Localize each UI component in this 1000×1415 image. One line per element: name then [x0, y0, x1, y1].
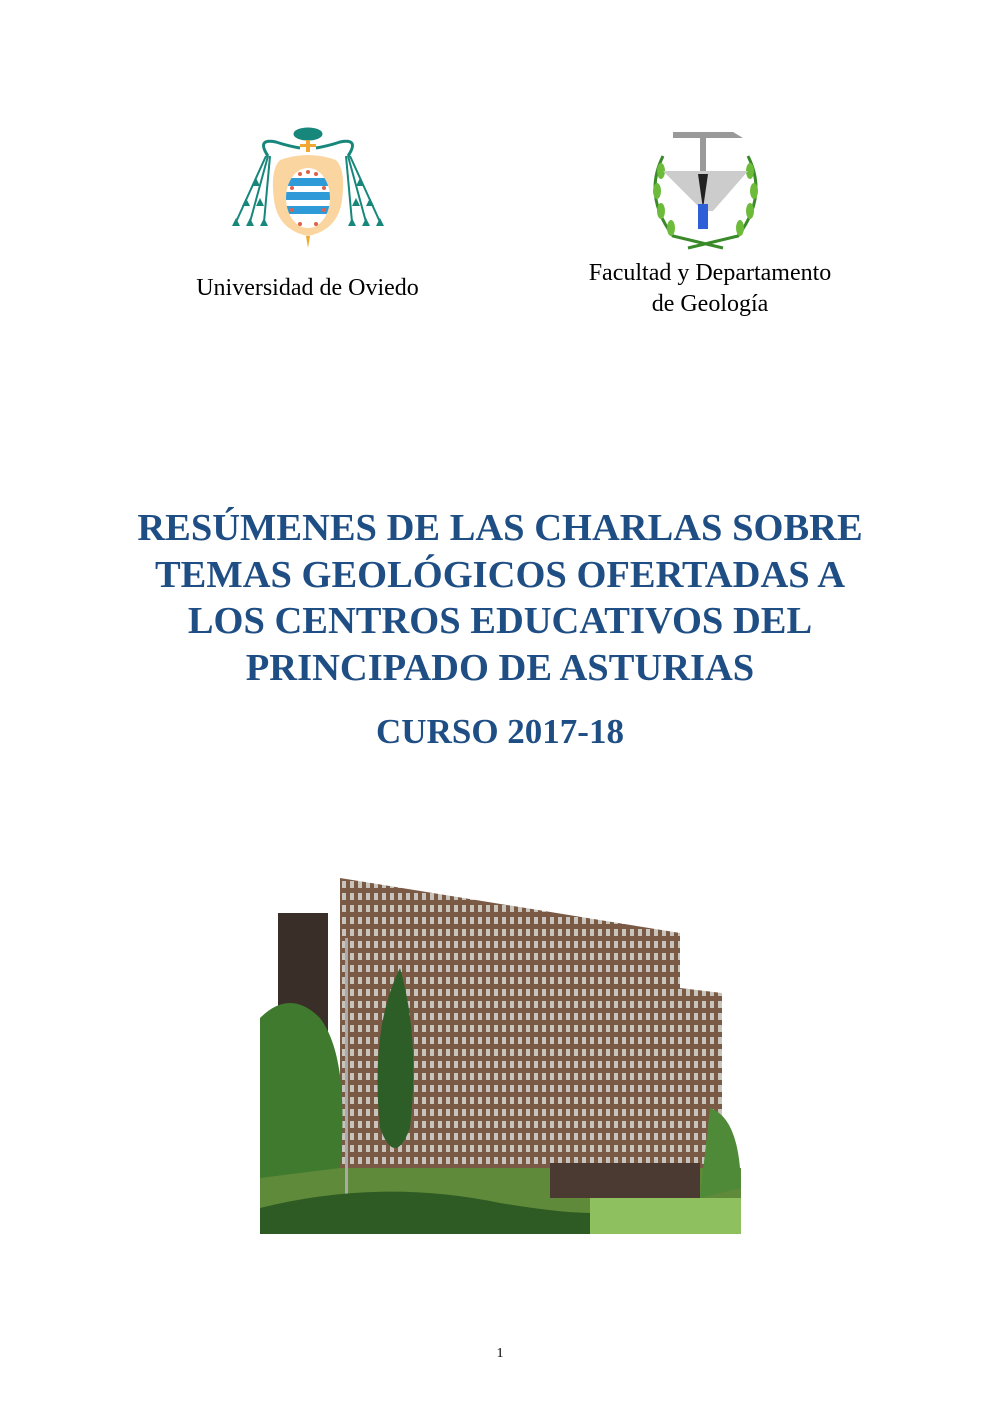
title-line: PRINCIPADO DE ASTURIAS	[245, 646, 755, 689]
faculty-caption	[555, 258, 865, 320]
university-of-oviedo-coat-of-arms-logo	[228, 126, 388, 250]
page-number: 1	[496, 1346, 504, 1361]
faculty-building-photo	[260, 878, 741, 1234]
geology-faculty-hammer-laurel-logo	[643, 126, 768, 250]
title-line: TEMAS GEOLÓGICOS OFERTADAS A	[155, 553, 845, 596]
faculty-caption-line2: de Geología	[651, 291, 769, 317]
faculty-caption-line1: Facultad y Departamento	[588, 260, 832, 286]
title-line: LOS CENTROS EDUCATIVOS DEL	[187, 600, 813, 642]
course-year: CURSO 2017-18	[376, 712, 624, 751]
document-title	[60, 505, 940, 691]
title-line: RESÚMENES DE LAS CHARLAS SOBRE	[137, 507, 863, 549]
university-caption: Universidad de Oviedo	[196, 275, 419, 301]
